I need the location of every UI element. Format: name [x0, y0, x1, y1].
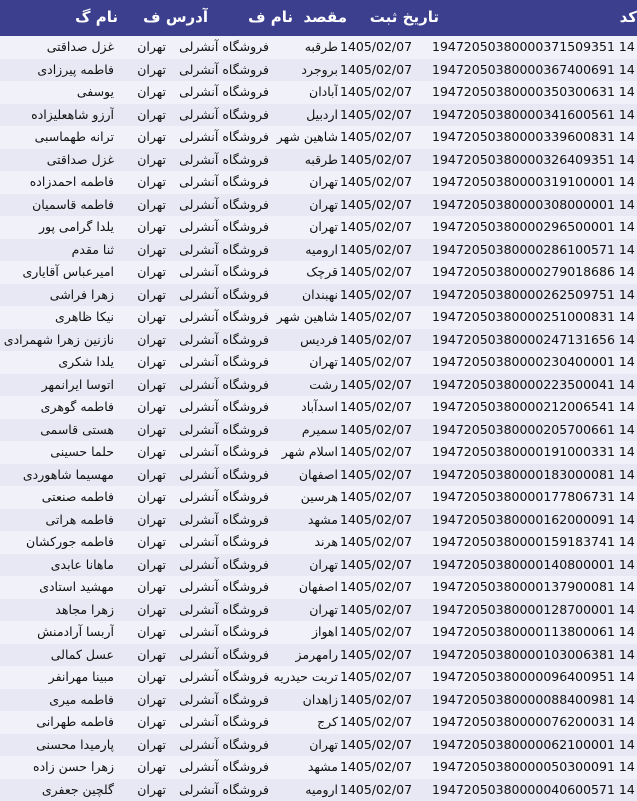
cell-address[interactable]: تهران: [118, 464, 166, 487]
cell-address[interactable]: تهران: [118, 666, 166, 689]
cell-date[interactable]: 1405/02/07: [340, 171, 420, 194]
cell-address[interactable]: تهران: [118, 126, 166, 149]
cell-name[interactable]: گلچین جعفری: [2, 779, 114, 801]
cell-date[interactable]: 1405/02/07: [340, 621, 420, 644]
table-row: [0, 261, 637, 284]
cell-store[interactable]: فروشگاه آنشرلی: [172, 81, 269, 104]
cell-address[interactable]: تهران: [118, 171, 166, 194]
cell-destination[interactable]: طرقبه: [266, 36, 338, 59]
cell-name[interactable]: زهرا حسن زاده: [2, 756, 114, 779]
cell-address[interactable]: تهران: [118, 419, 166, 442]
cell-date[interactable]: 1405/02/07: [340, 81, 420, 104]
cell-name[interactable]: فاطمه هراتی: [2, 509, 114, 532]
cell-date[interactable]: 1405/02/07: [340, 239, 420, 262]
cell-name[interactable]: نیکا ظاهری: [2, 306, 114, 329]
table-row: [0, 779, 637, 801]
cell-code[interactable]: 19472050380000128700001 14: [432, 599, 637, 622]
cell-destination[interactable]: تهران: [266, 351, 338, 374]
table-row: [0, 329, 637, 352]
cell-name[interactable]: نازنین زهرا شهمرادی: [2, 329, 114, 352]
table-row: [0, 666, 637, 689]
cell-code[interactable]: 19472050380000159183741 14: [432, 531, 637, 554]
cell-destination[interactable]: تهران: [266, 216, 338, 239]
cell-name[interactable]: اتوسا ایرانمهر: [2, 374, 114, 397]
cell-name[interactable]: عسل کمالی: [2, 644, 114, 667]
cell-store[interactable]: فروشگاه آنشرلی: [172, 531, 269, 554]
cell-store[interactable]: فروشگاه آنشرلی: [172, 756, 269, 779]
cell-date[interactable]: 1405/02/07: [340, 509, 420, 532]
cell-address[interactable]: تهران: [118, 396, 166, 419]
cell-store[interactable]: فروشگاه آنشرلی: [172, 666, 269, 689]
cell-destination[interactable]: طرقبه: [266, 149, 338, 172]
cell-name[interactable]: فاطمه صنعتی: [2, 486, 114, 509]
cell-name[interactable]: آرزو شاهعلیزاده: [2, 104, 114, 127]
cell-address[interactable]: تهران: [118, 284, 166, 307]
cell-date[interactable]: 1405/02/07: [340, 374, 420, 397]
table-row: [0, 36, 637, 59]
cell-code[interactable]: 19472050380000371509351 14: [432, 36, 637, 59]
cell-address[interactable]: تهران: [118, 734, 166, 757]
table-row: [0, 644, 637, 667]
cell-destination[interactable]: شاهین شهر: [266, 126, 338, 149]
cell-address[interactable]: تهران: [118, 149, 166, 172]
cell-address[interactable]: تهران: [118, 621, 166, 644]
cell-name[interactable]: فاطمه میری: [2, 689, 114, 712]
cell-code[interactable]: 19472050380000339600831 14: [432, 126, 637, 149]
header-date[interactable]: تاریخ ثبت: [347, 0, 439, 36]
cell-store[interactable]: فروشگاه آنشرلی: [172, 734, 269, 757]
cell-date[interactable]: 1405/02/07: [340, 554, 420, 577]
cell-name[interactable]: یوسفی: [2, 81, 114, 104]
cell-code[interactable]: 19472050380000088400981 14: [432, 689, 637, 712]
cell-store[interactable]: فروشگاه آنشرلی: [172, 576, 269, 599]
table-row: [0, 351, 637, 374]
cell-name[interactable]: پارمیدا محسنی: [2, 734, 114, 757]
cell-store[interactable]: فروشگاه آنشرلی: [172, 486, 269, 509]
cell-destination[interactable]: تهران: [266, 171, 338, 194]
cell-code[interactable]: 19472050380000040600571 14: [432, 779, 637, 801]
cell-date[interactable]: 1405/02/07: [340, 599, 420, 622]
cell-name[interactable]: غزل صداقتی: [2, 36, 114, 59]
cell-store[interactable]: فروشگاه آنشرلی: [172, 329, 269, 352]
cell-destination[interactable]: اسدآباد: [266, 396, 338, 419]
cell-date[interactable]: 1405/02/07: [340, 531, 420, 554]
cell-date[interactable]: 1405/02/07: [340, 734, 420, 757]
cell-store[interactable]: فروشگاه آنشرلی: [172, 554, 269, 577]
cell-store[interactable]: فروشگاه آنشرلی: [172, 464, 269, 487]
cell-address[interactable]: تهران: [118, 81, 166, 104]
cell-destination[interactable]: هرسین: [266, 486, 338, 509]
cell-destination[interactable]: تهران: [266, 554, 338, 577]
cell-destination[interactable]: اردبیل: [266, 104, 338, 127]
cell-code[interactable]: 19472050380000191000331 14: [432, 441, 637, 464]
cell-store[interactable]: فروشگاه آنشرلی: [172, 644, 269, 667]
table-row: [0, 599, 637, 622]
cell-destination[interactable]: کرج: [266, 711, 338, 734]
cell-address[interactable]: تهران: [118, 531, 166, 554]
header-destination[interactable]: مقصد: [293, 0, 347, 36]
table-row: [0, 554, 637, 577]
cell-name[interactable]: امیرعباس آقایاری: [2, 261, 114, 284]
cell-store[interactable]: فروشگاه آنشرلی: [172, 351, 269, 374]
table-row: [0, 81, 637, 104]
cell-destination[interactable]: اسلام شهر: [266, 441, 338, 464]
cell-code[interactable]: 19472050380000140800001 14: [432, 554, 637, 577]
cell-code[interactable]: 19472050380000177806731 14: [432, 486, 637, 509]
cell-store[interactable]: فروشگاه آنشرلی: [172, 306, 269, 329]
cell-address[interactable]: تهران: [118, 576, 166, 599]
header-address[interactable]: آدرس ف: [118, 0, 208, 36]
cell-destination[interactable]: ارومیه: [266, 779, 338, 801]
cell-name[interactable]: آربسا آرادمنش: [2, 621, 114, 644]
cell-date[interactable]: 1405/02/07: [340, 419, 420, 442]
cell-destination[interactable]: فردیس: [266, 329, 338, 352]
cell-date[interactable]: 1405/02/07: [340, 351, 420, 374]
cell-code[interactable]: 19472050380000262509751 14: [432, 284, 637, 307]
cell-date[interactable]: 1405/02/07: [340, 576, 420, 599]
cell-date[interactable]: 1405/02/07: [340, 149, 420, 172]
cell-store[interactable]: فروشگاه آنشرلی: [172, 621, 269, 644]
cell-name[interactable]: فاطمه گوهری: [2, 396, 114, 419]
cell-date[interactable]: 1405/02/07: [340, 711, 420, 734]
cell-destination[interactable]: تهران: [266, 599, 338, 622]
cell-code[interactable]: 19472050380000050300091 14: [432, 756, 637, 779]
cell-store[interactable]: فروشگاه آنشرلی: [172, 374, 269, 397]
cell-store[interactable]: فروشگاه آنشرلی: [172, 509, 269, 532]
cell-code[interactable]: 19472050380000096400951 14: [432, 666, 637, 689]
cell-address[interactable]: تهران: [118, 59, 166, 82]
cell-destination[interactable]: سمیرم: [266, 419, 338, 442]
cell-store[interactable]: فروشگاه آنشرلی: [172, 126, 269, 149]
table-row: [0, 486, 637, 509]
cell-store[interactable]: فروشگاه آنشرلی: [172, 261, 269, 284]
cell-destination[interactable]: نهبندان: [266, 284, 338, 307]
table-row: [0, 396, 637, 419]
table-row: [0, 531, 637, 554]
table-body: [0, 36, 637, 801]
cell-date[interactable]: 1405/02/07: [340, 396, 420, 419]
cell-name[interactable]: یلدا شکری: [2, 351, 114, 374]
cell-date[interactable]: 1405/02/07: [340, 779, 420, 801]
cell-address[interactable]: تهران: [118, 36, 166, 59]
cell-destination[interactable]: بروجرد: [266, 59, 338, 82]
cell-destination[interactable]: تهران: [266, 734, 338, 757]
table-row: [0, 126, 637, 149]
cell-date[interactable]: 1405/02/07: [340, 59, 420, 82]
cell-address[interactable]: تهران: [118, 374, 166, 397]
cell-code[interactable]: 19472050380000212006541 14: [432, 396, 637, 419]
cell-store[interactable]: فروشگاه آنشرلی: [172, 104, 269, 127]
cell-address[interactable]: تهران: [118, 599, 166, 622]
cell-name[interactable]: فاطمه طهرانی: [2, 711, 114, 734]
table-row: [0, 756, 637, 779]
cell-code[interactable]: 19472050380000251000831 14: [432, 306, 637, 329]
cell-date[interactable]: 1405/02/07: [340, 464, 420, 487]
cell-name[interactable]: فاطمه پیرزادی: [2, 59, 114, 82]
cell-date[interactable]: 1405/02/07: [340, 216, 420, 239]
table-row: [0, 509, 637, 532]
cell-code[interactable]: 19472050380000319100001 14: [432, 171, 637, 194]
cell-address[interactable]: تهران: [118, 306, 166, 329]
cell-store[interactable]: فروشگاه آنشرلی: [172, 216, 269, 239]
cell-store[interactable]: فروشگاه آنشرلی: [172, 441, 269, 464]
cell-store[interactable]: فروشگاه آنشرلی: [172, 59, 269, 82]
cell-store[interactable]: فروشگاه آنشرلی: [172, 171, 269, 194]
table-row: [0, 194, 637, 217]
cell-name[interactable]: زهرا مجاهد: [2, 599, 114, 622]
cell-name[interactable]: فاطمه قاسمیان: [2, 194, 114, 217]
cell-destination[interactable]: مشهد: [266, 756, 338, 779]
table-row: [0, 306, 637, 329]
cell-name[interactable]: زهرا فراشی: [2, 284, 114, 307]
cell-destination[interactable]: تربت حیدریه: [266, 666, 338, 689]
cell-store[interactable]: فروشگاه آنشرلی: [172, 239, 269, 262]
cell-destination[interactable]: رشت: [266, 374, 338, 397]
cell-name[interactable]: یلدا گرامی پور: [2, 216, 114, 239]
cell-date[interactable]: 1405/02/07: [340, 756, 420, 779]
table-row: [0, 441, 637, 464]
table-row: [0, 464, 637, 487]
cell-address[interactable]: تهران: [118, 756, 166, 779]
cell-store[interactable]: فروشگاه آنشرلی: [172, 599, 269, 622]
table-row: [0, 374, 637, 397]
cell-address[interactable]: تهران: [118, 689, 166, 712]
cell-date[interactable]: 1405/02/07: [340, 126, 420, 149]
cell-code[interactable]: 19472050380000223500041 14: [432, 374, 637, 397]
cell-code[interactable]: 19472050380000279018686 14: [432, 261, 637, 284]
cell-destination[interactable]: اصفهان: [266, 576, 338, 599]
cell-code[interactable]: 19472050380000183000081 14: [432, 464, 637, 487]
table-row: [0, 59, 637, 82]
cell-destination[interactable]: ارومیه: [266, 239, 338, 262]
cell-destination[interactable]: اصفهان: [266, 464, 338, 487]
cell-date[interactable]: 1405/02/07: [340, 644, 420, 667]
cell-name[interactable]: غزل صداقتی: [2, 149, 114, 172]
cell-name[interactable]: ثنا مقدم: [2, 239, 114, 262]
cell-code[interactable]: 19472050380000341600561 14: [432, 104, 637, 127]
cell-date[interactable]: 1405/02/07: [340, 689, 420, 712]
table-row: [0, 104, 637, 127]
cell-address[interactable]: تهران: [118, 239, 166, 262]
cell-date[interactable]: 1405/02/07: [340, 36, 420, 59]
cell-store[interactable]: فروشگاه آنشرلی: [172, 194, 269, 217]
cell-code[interactable]: 19472050380000367400691 14: [432, 59, 637, 82]
header-name[interactable]: نام گ: [0, 0, 118, 36]
cell-date[interactable]: 1405/02/07: [340, 306, 420, 329]
cell-date[interactable]: 1405/02/07: [340, 486, 420, 509]
cell-destination[interactable]: شاهین شهر: [266, 306, 338, 329]
cell-name[interactable]: ماهانا عابدی: [2, 554, 114, 577]
table-row: [0, 171, 637, 194]
cell-date[interactable]: 1405/02/07: [340, 666, 420, 689]
cell-address[interactable]: تهران: [118, 779, 166, 801]
cell-code[interactable]: 19472050380000103006381 14: [432, 644, 637, 667]
cell-date[interactable]: 1405/02/07: [340, 194, 420, 217]
cell-address[interactable]: تهران: [118, 216, 166, 239]
cell-destination[interactable]: تهران: [266, 194, 338, 217]
cell-name[interactable]: ترانه طهماسبی: [2, 126, 114, 149]
table-row: [0, 149, 637, 172]
cell-name[interactable]: هستی قاسمی: [2, 419, 114, 442]
cell-name[interactable]: حلما حسینی: [2, 441, 114, 464]
table-row: [0, 239, 637, 262]
table-row: [0, 216, 637, 239]
cell-address[interactable]: تهران: [118, 351, 166, 374]
cell-code[interactable]: 19472050380000350300631 14: [432, 81, 637, 104]
cell-destination[interactable]: رامهرمز: [266, 644, 338, 667]
table-row: [0, 576, 637, 599]
cell-address[interactable]: تهران: [118, 509, 166, 532]
cell-code[interactable]: 19472050380000296500001 14: [432, 216, 637, 239]
cell-address[interactable]: تهران: [118, 441, 166, 464]
cell-code[interactable]: 19472050380000205700661 14: [432, 419, 637, 442]
cell-address[interactable]: تهران: [118, 329, 166, 352]
header-code[interactable]: کد: [439, 0, 637, 36]
cell-code[interactable]: 19472050380000162000091 14: [432, 509, 637, 532]
table-row: [0, 689, 637, 712]
cell-store[interactable]: فروشگاه آنشرلی: [172, 36, 269, 59]
cell-address[interactable]: تهران: [118, 261, 166, 284]
cell-store[interactable]: فروشگاه آنشرلی: [172, 284, 269, 307]
header-store[interactable]: نام ف: [208, 0, 293, 36]
cell-name[interactable]: فاطمه احمدزاده: [2, 171, 114, 194]
cell-address[interactable]: تهران: [118, 644, 166, 667]
cell-store[interactable]: فروشگاه آنشرلی: [172, 689, 269, 712]
cell-address[interactable]: تهران: [118, 554, 166, 577]
cell-code[interactable]: 19472050380000076200031 14: [432, 711, 637, 734]
cell-date[interactable]: 1405/02/07: [340, 284, 420, 307]
cell-name[interactable]: فاطمه جورکشان: [2, 531, 114, 554]
cell-code[interactable]: 19472050380000308000001 14: [432, 194, 637, 217]
table-row: [0, 284, 637, 307]
table-row: [0, 621, 637, 644]
cell-date[interactable]: 1405/02/07: [340, 329, 420, 352]
cell-destination[interactable]: قرچک: [266, 261, 338, 284]
cell-address[interactable]: تهران: [118, 104, 166, 127]
cell-address[interactable]: تهران: [118, 486, 166, 509]
cell-code[interactable]: 19472050380000230400001 14: [432, 351, 637, 374]
cell-store[interactable]: فروشگاه آنشرلی: [172, 779, 269, 801]
cell-code[interactable]: 19472050380000247131656 14: [432, 329, 637, 352]
cell-date[interactable]: 1405/02/07: [340, 441, 420, 464]
cell-code[interactable]: 19472050380000286100571 14: [432, 239, 637, 262]
cell-code[interactable]: 19472050380000137900081 14: [432, 576, 637, 599]
cell-code[interactable]: 19472050380000326409351 14: [432, 149, 637, 172]
cell-destination[interactable]: اهواز: [266, 621, 338, 644]
table-row: [0, 711, 637, 734]
cell-destination[interactable]: هرند: [266, 531, 338, 554]
cell-name[interactable]: مبینا مهرانفر: [2, 666, 114, 689]
cell-destination[interactable]: مشهد: [266, 509, 338, 532]
cell-store[interactable]: فروشگاه آنشرلی: [172, 711, 269, 734]
cell-name[interactable]: مهشید استادی: [2, 576, 114, 599]
cell-destination[interactable]: زاهدان: [266, 689, 338, 712]
cell-destination[interactable]: آبادان: [266, 81, 338, 104]
cell-date[interactable]: 1405/02/07: [340, 104, 420, 127]
cell-store[interactable]: فروشگاه آنشرلی: [172, 419, 269, 442]
table-row: [0, 419, 637, 442]
cell-date[interactable]: 1405/02/07: [340, 261, 420, 284]
cell-code[interactable]: 19472050380000062100001 14: [432, 734, 637, 757]
cell-address[interactable]: تهران: [118, 711, 166, 734]
cell-name[interactable]: مهسیما شاهوردی: [2, 464, 114, 487]
cell-store[interactable]: فروشگاه آنشرلی: [172, 396, 269, 419]
cell-store[interactable]: فروشگاه آنشرلی: [172, 149, 269, 172]
cell-address[interactable]: تهران: [118, 194, 166, 217]
cell-code[interactable]: 19472050380000113800061 14: [432, 621, 637, 644]
table-row: [0, 734, 637, 757]
header-row: [0, 0, 637, 37]
